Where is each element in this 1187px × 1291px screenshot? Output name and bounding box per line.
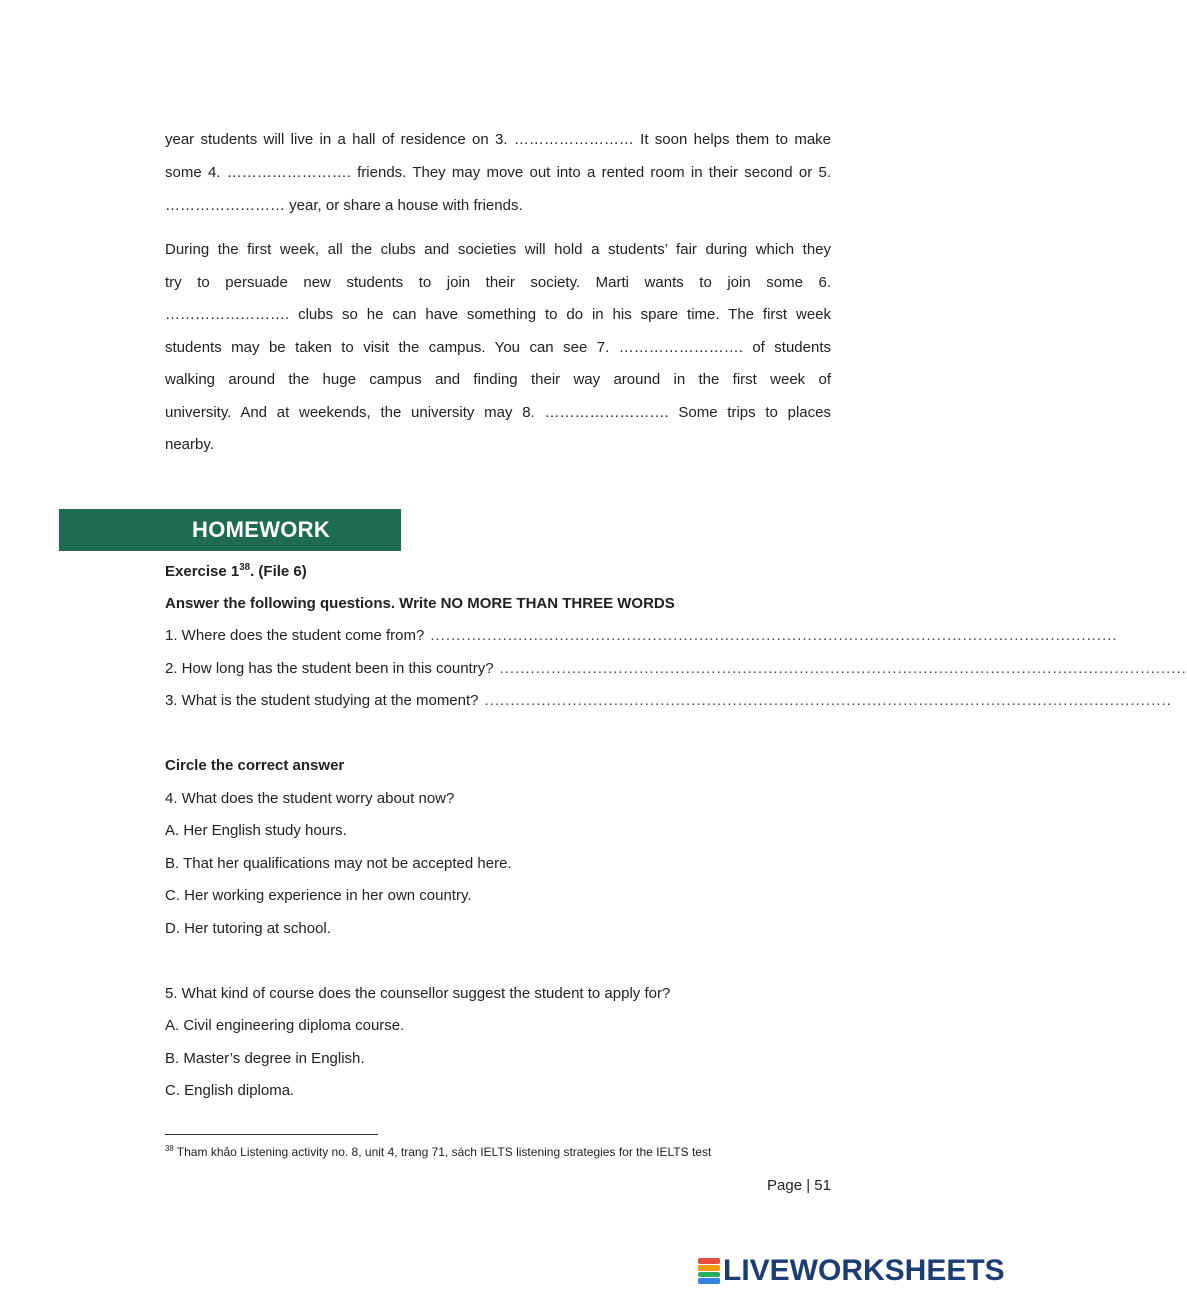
option-c[interactable]: C. English diploma. xyxy=(165,1082,295,1099)
instruction-words: Answer the following questions. Write NO MORE THAN THREE WORDS xyxy=(165,595,675,612)
exercise-label: Exercise 1 xyxy=(165,563,240,580)
liveworksheets-logo xyxy=(698,1255,1005,1287)
option-b[interactable]: B. That her qualifications may not be accepted here. xyxy=(165,855,512,872)
question-row xyxy=(165,626,1118,646)
exercise-footnote-ref: 38 xyxy=(239,562,251,573)
passage-line: university. And at weekends, the university may 8. ……………………. Some trips to places xyxy=(165,404,831,421)
passage-line: …………………… year, or share a house with friends. xyxy=(165,197,523,214)
answer-blank[interactable]: ..................................................................................................................................... xyxy=(484,692,1172,709)
question-text: 3. What is the student studying at the moment? xyxy=(165,692,479,709)
passage-line: During the first week, all the clubs and societies will hold a students’ fair during which they xyxy=(165,241,831,258)
question-row xyxy=(165,691,1172,711)
question-text: 1. Where does the student come from? xyxy=(165,627,425,644)
logo-block-icon xyxy=(698,1278,720,1284)
exercise-heading xyxy=(165,562,307,582)
question-row xyxy=(165,659,1187,679)
option-c[interactable]: C. Her working experience in her own country. xyxy=(165,887,472,904)
passage-line: students may be taken to visit the campus. You can see 7. ……………………. of students xyxy=(165,339,831,356)
logo-block-icon xyxy=(698,1265,720,1271)
passage-line: some 4. ……………………. friends. They may move out into a rented room in their second or 5. xyxy=(165,164,831,181)
passage-line: year students will live in a hall of residence on 3. …………………… It soon helps them to make xyxy=(165,131,831,148)
instruction-circle: Circle the correct answer xyxy=(165,757,345,774)
question-text: 2. How long has the student been in this country? xyxy=(165,660,494,677)
footnote xyxy=(165,1144,711,1160)
option-d[interactable]: D. Her tutoring at school. xyxy=(165,920,331,937)
homework-banner xyxy=(59,509,401,551)
answer-blank[interactable]: ..................................................................................................................................... xyxy=(499,660,1187,677)
logo-block-icon xyxy=(698,1272,720,1278)
option-a[interactable]: A. Civil engineering diploma course. xyxy=(165,1017,405,1034)
logo-icon xyxy=(698,1258,720,1284)
passage-line: try to persuade new students to join their society. Marti wants to join some 6. xyxy=(165,274,831,291)
footnote-text: Tham khảo Listening activity no. 8, unit 4, trang 71, sách IELTS listening strategies for the IELTS test xyxy=(173,1145,712,1159)
logo-block-icon xyxy=(698,1258,720,1264)
option-a[interactable]: A. Her English study hours. xyxy=(165,822,347,839)
page-number: Page | 51 xyxy=(767,1177,831,1194)
option-b[interactable]: B. Master’s degree in English. xyxy=(165,1050,365,1067)
passage-line: walking around the huge campus and finding their way around in the first week of xyxy=(165,371,831,388)
exercise-suffix: . (File 6) xyxy=(250,563,307,580)
question-5: 5. What kind of course does the counsellor suggest the student to apply for? xyxy=(165,985,671,1002)
footnote-divider xyxy=(165,1134,378,1135)
answer-blank[interactable]: ..................................................................................................................................... xyxy=(430,627,1118,644)
homework-title: HOMEWORK xyxy=(192,517,331,542)
footnote-number: 38 xyxy=(165,1144,174,1153)
passage-line: nearby. xyxy=(165,436,214,453)
logo-text: LIVEWORKSHEETS xyxy=(723,1254,1005,1287)
passage-line: ……………………. clubs so he can have something to do in his spare time. The first week xyxy=(165,306,831,323)
question-4: 4. What does the student worry about now? xyxy=(165,790,455,807)
